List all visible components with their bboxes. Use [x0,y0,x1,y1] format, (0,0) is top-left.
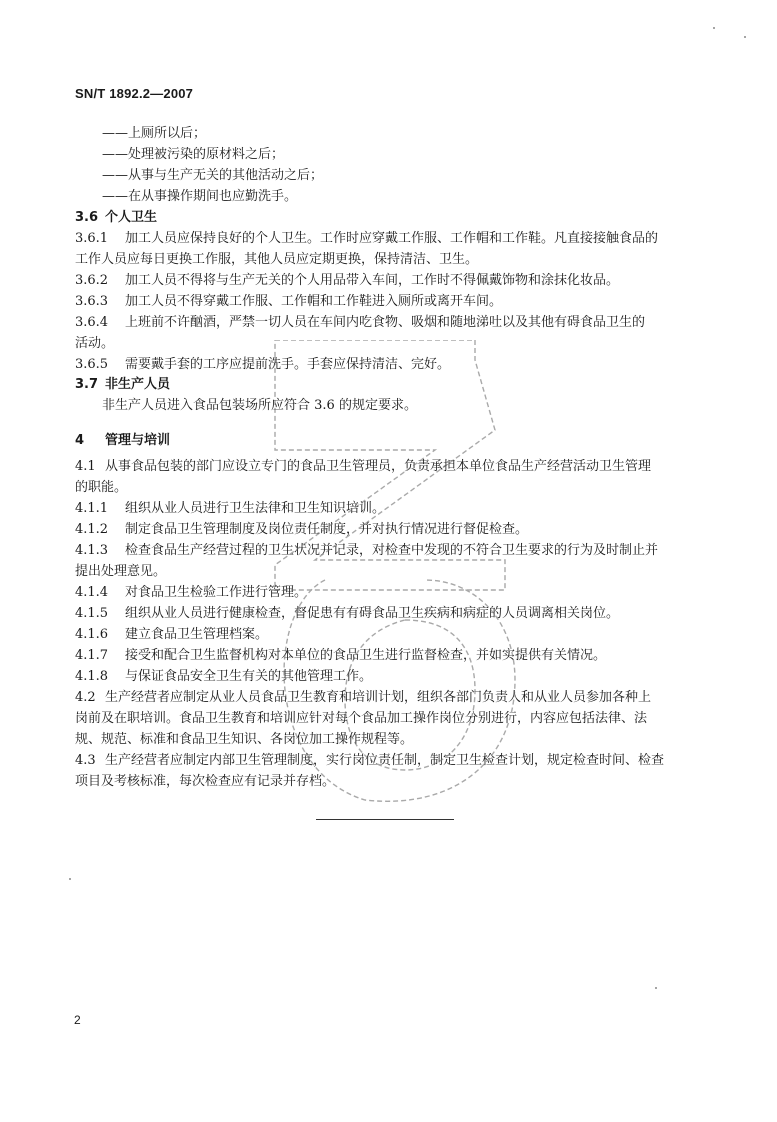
dash-item: ——上厕所以后； [102,126,207,141]
dash-item: ——在从事操作期间也应勤洗手。 [102,189,298,204]
clause-3-6-4: 3.6.4 上班前不许酗酒，严禁一切人员在车间内吃食物、吸烟和随地涕吐以及其他有碍食品卫生的 [75,315,646,330]
clause-4-3: 4.3 生产经营者应制定内部卫生管理制度，实行岗位责任制，制定卫生检查计划，规定检查时间、检查 [75,753,665,768]
end-rule [316,819,454,820]
clause-4-1-1: 4.1.1 组织从业人员进行卫生法律和卫生知识培训。 [75,501,386,516]
dash-item: ——从事与生产无关的其他活动之后； [102,168,324,183]
dash-item: ——处理被污染的原材料之后； [102,147,285,162]
clause-4-1-2: 4.1.2 制定食品卫生管理制度及岗位责任制度，并对执行情况进行督促检查。 [75,522,529,537]
page-number: 2 [74,1013,81,1027]
clause-3-6-3: 3.6.3 加工人员不得穿戴工作服、工作帽和工作鞋进入厕所或离开车间。 [75,294,503,309]
clause-3-6-5: 3.6.5 需要戴手套的工序应提前洗手。手套应保持清洁、完好。 [75,357,451,372]
clause-4-1-7: 4.1.7 接受和配合卫生监督机构对本单位的食品卫生进行监督检查，并如实提供有关情况。 [75,648,607,663]
clause-4-1-6: 4.1.6 建立食品卫生管理档案。 [75,627,269,642]
clause-4-1-4: 4.1.4 对食品卫生检验工作进行管理。 [75,585,308,600]
clause-3-7-text: 非生产人员进入食品包装场所应符合 3.6 的规定要求。 [102,398,417,413]
section-heading-3-6: 3.6 个人卫生 [75,210,158,225]
clause-4-2-cont2: 规、规范、标准和食品卫生知识、各岗位加工操作规程等。 [75,732,414,747]
clause-3-6-1: 3.6.1 加工人员应保持良好的个人卫生。工作时应穿戴工作服、工作帽和工作鞋。凡直接接触食品的 [75,231,659,246]
clause-4-1-cont: 的职能。 [75,480,128,495]
scan-speck [713,27,715,29]
clause-4-2: 4.2 生产经营者应制定从业人员食品卫生教育和培训计划，组织各部门负责人和从业人员参加各种上 [75,690,652,705]
clause-4-1: 4.1 从事食品包装的部门应设立专门的食品卫生管理员，负责承担本单位食品生产经营活动卫生管理 [75,459,652,474]
clause-3-6-2: 3.6.2 加工人员不得将与生产无关的个人用品带入车间，工作时不得佩戴饰物和涂抹化妆品。 [75,273,620,288]
clause-4-1-3: 4.1.3 检查食品生产经营过程的卫生状况并记录，对检查中发现的不符合卫生要求的行为及时制止并 [75,543,659,558]
clause-4-1-8: 4.1.8 与保证食品安全卫生有关的其他管理工作。 [75,669,373,684]
clause-3-6-4-cont: 活动。 [75,336,115,351]
clause-4-2-cont1: 岗前及在职培训。食品卫生教育和培训应针对每个食品加工操作岗位分别进行，内容应包括法律、法 [75,711,648,726]
clause-4-1-3-cont: 提出处理意见。 [75,564,167,579]
scan-speck [744,36,746,38]
section-heading-3-7: 3.7 非生产人员 [75,377,171,392]
clause-4-3-cont: 项目及考核标准，每次检查应有记录并存档。 [75,774,336,789]
scan-speck [655,987,657,989]
clause-3-6-1-cont: 工作人员应每日更换工作服，其他人员应定期更换，保持清洁、卫生。 [75,252,479,267]
standard-number: SN/T 1892.2—2007 [75,86,194,101]
scan-speck [69,878,71,880]
section-heading-4: 4 管理与培训 [75,433,171,448]
clause-4-1-5: 4.1.5 组织从业人员进行健康检查，督促患有有碍食品卫生疾病和病症的人员调离相关岗位。 [75,606,620,621]
